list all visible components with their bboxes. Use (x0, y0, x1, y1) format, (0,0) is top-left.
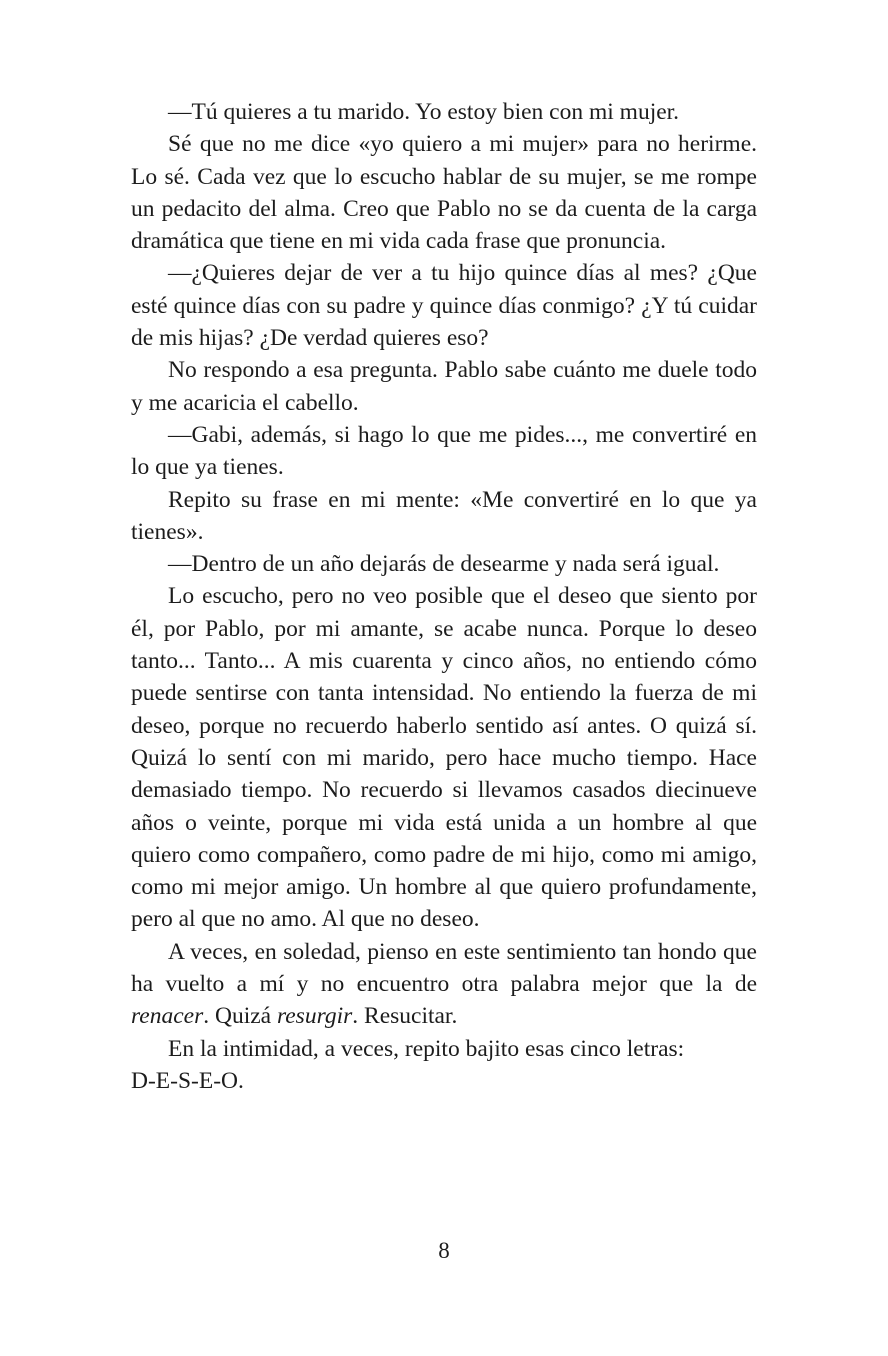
paragraph: Sé que no me dice «yo quiero a mi mujer» para no herirme. Lo sé. Cada vez que lo escucho hablar de su mujer, se me rompe un pedacito del alma. Creo que Pablo no se da cuenta de la carga dramática que tiene en mi vida cada frase que pronuncia. (131, 131, 757, 255)
body-text (131, 96, 757, 1097)
italic-word-renacer: renacer (131, 1003, 204, 1030)
paragraph: Lo escucho, pero no veo posible que el deseo que siento por él, por Pablo, por mi amante, se acabe nunca. Porque lo deseo tanto... Tanto... A mis cuarenta y cinco años, no entiendo cómo puede sentirse con tanta intensidad. No entiendo la fuerza de mi deseo, porque no recuerdo haberlo sentido así antes. O quizá sí. Quizá lo sentí con mi marido, pero hace mucho tiempo. Hace demasiado tiempo. No recuerdo si llevamos casados diecinueve años o veinte, porque mi vida está unida a un hombre al que quiero como compañero, como padre de mi hijo, como mi amigo, como mi mejor amigo. Un hombre al que quiero profundamente, pero al que no amo. Al que no deseo. (131, 583, 757, 933)
paragraph-last: En la intimidad, a veces, repito bajito esas cinco letras: (168, 1035, 685, 1062)
paragraph: No respondo a esa pregunta. Pablo sabe cuánto me duele todo y me acaricia el cabello. (131, 357, 757, 416)
paragraph: Repito su frase en mi mente: «Me convertiré en lo que ya tienes». (131, 486, 757, 545)
paragraph: —¿Quieres dejar de ver a tu hijo quince días al mes? ¿Que esté quince días con su padre y quince días conmigo? ¿Y tú cuidar de mis hijas? ¿De verdad quieres eso? (131, 260, 757, 352)
italic-word-resurgir: resurgir (276, 1003, 353, 1030)
text-segment: . Resucitar. (352, 1003, 458, 1030)
text-segment: . Quizá (203, 1003, 277, 1030)
paragraph-letters: D-E-S-E-O. (131, 1067, 244, 1094)
paragraph: —Tú quieres a tu marido. Yo estoy bien con mi mujer. (168, 99, 680, 125)
page-number: 8 (438, 1238, 450, 1263)
paragraph-rebirth (131, 936, 757, 1033)
text-segment: A veces, en soledad, pienso en este sentimiento tan hondo que ha vuelto a mí y no encuentro otra palabra mejor que la de (131, 938, 757, 998)
paragraph: —Gabi, además, si hago lo que me pides..., me convertiré en lo que ya tienes. (131, 421, 757, 481)
paragraph: —Dentro de un año dejarás de desearme y nada será igual. (168, 551, 720, 578)
